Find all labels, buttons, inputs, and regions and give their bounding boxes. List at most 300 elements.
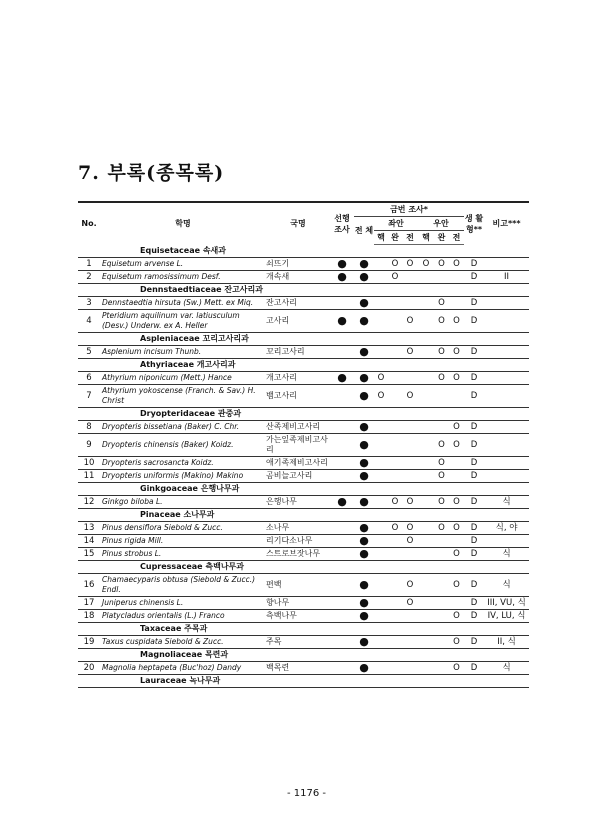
survey-mark: O	[402, 345, 418, 358]
survey-mark	[418, 371, 434, 384]
korean-name: 가는잎족제비고사리	[266, 433, 330, 456]
life-form: D	[464, 257, 484, 270]
survey-mark	[374, 495, 388, 508]
scientific-name: Pinus rigida Mill.	[100, 534, 266, 547]
life-form: D	[464, 521, 484, 534]
survey-mark	[388, 309, 402, 332]
table-row	[78, 433, 529, 456]
scientific-name: Equisetum arvense L.	[100, 257, 266, 270]
survey-mark	[374, 547, 388, 560]
life-form: D	[464, 573, 484, 596]
survey-mark	[434, 534, 449, 547]
note	[484, 296, 529, 309]
scientific-name: Athyrium yokoscense (Franch. & Sav.) H. Christ	[100, 384, 266, 407]
life-form: D	[464, 547, 484, 560]
survey-mark: O	[449, 345, 464, 358]
korean-name: 쇠뜨기	[266, 257, 330, 270]
note: 식	[484, 547, 529, 560]
survey-mark	[330, 573, 354, 596]
survey-mark	[374, 534, 388, 547]
survey-mark	[449, 456, 464, 469]
korean-name: 잔고사리	[266, 296, 330, 309]
survey-mark	[330, 596, 354, 609]
life-form: D	[464, 661, 484, 674]
row-number: 10	[78, 456, 100, 469]
row-number: 6	[78, 371, 100, 384]
scientific-name: Pinus strobus L.	[100, 547, 266, 560]
survey-mark	[374, 609, 388, 622]
survey-mark: ●	[330, 257, 354, 270]
survey-mark: O	[388, 495, 402, 508]
header-note: 비고***	[484, 202, 529, 245]
header-prior-survey: 선행 조사	[330, 202, 354, 245]
survey-mark: O	[449, 371, 464, 384]
survey-mark: O	[434, 456, 449, 469]
survey-mark: O	[434, 433, 449, 456]
survey-mark: ●	[354, 635, 374, 648]
family-name: Lauraceae 녹나무과	[100, 674, 266, 687]
korean-name: 곰비늘고사리	[266, 469, 330, 482]
table-row	[78, 521, 529, 534]
korean-name: 개고사리	[266, 371, 330, 384]
survey-mark	[418, 296, 434, 309]
survey-mark	[418, 521, 434, 534]
family-name: Pinaceae 소나무과	[100, 508, 266, 521]
header-right-bank: 우안	[418, 217, 464, 231]
survey-mark	[418, 456, 434, 469]
survey-mark	[388, 609, 402, 622]
survey-mark	[434, 384, 449, 407]
row-number: 9	[78, 433, 100, 456]
section-title: 7. 부록(종목록)	[78, 162, 225, 184]
survey-mark	[374, 635, 388, 648]
survey-mark	[418, 420, 434, 433]
row-number: 7	[78, 384, 100, 407]
survey-mark	[374, 296, 388, 309]
survey-mark: O	[434, 469, 449, 482]
survey-mark	[330, 384, 354, 407]
survey-mark	[388, 384, 402, 407]
family-name: Cupressaceae 측백나무과	[100, 560, 266, 573]
survey-mark	[449, 596, 464, 609]
row-number: 14	[78, 534, 100, 547]
scientific-name: Platycladus orientalis (L.) Franco	[100, 609, 266, 622]
korean-name: 뱀고사리	[266, 384, 330, 407]
family-name: Athyriaceae 개고사리과	[100, 358, 266, 371]
survey-mark	[449, 270, 464, 283]
scientific-name: Dryopteris uniformis (Makino) Makino	[100, 469, 266, 482]
survey-mark: ●	[354, 309, 374, 332]
note	[484, 257, 529, 270]
scientific-name: Dennstaedtia hirsuta (Sw.) Mett. ex Miq.	[100, 296, 266, 309]
family-row	[78, 245, 529, 258]
table-row	[78, 534, 529, 547]
note	[484, 384, 529, 407]
survey-mark: O	[449, 420, 464, 433]
korean-name: 은행나무	[266, 495, 330, 508]
survey-mark	[374, 270, 388, 283]
survey-mark: O	[402, 495, 418, 508]
korean-name: 향나무	[266, 596, 330, 609]
korean-name: 주목	[266, 635, 330, 648]
survey-mark: ●	[354, 384, 374, 407]
header-no: No.	[78, 202, 100, 245]
life-form: D	[464, 635, 484, 648]
family-row	[78, 407, 529, 420]
header-left-core: 핵	[374, 231, 388, 245]
survey-mark: O	[388, 270, 402, 283]
family-name: Ginkgoaceae 은행나무과	[100, 482, 266, 495]
survey-mark: O	[449, 309, 464, 332]
scientific-name: Equisetum ramosissimum Desf.	[100, 270, 266, 283]
survey-mark	[449, 534, 464, 547]
survey-mark: O	[449, 521, 464, 534]
survey-mark	[418, 345, 434, 358]
survey-mark: O	[434, 521, 449, 534]
header-left-bank: 좌안	[374, 217, 418, 231]
family-row	[78, 622, 529, 635]
survey-mark	[374, 661, 388, 674]
row-number: 3	[78, 296, 100, 309]
header-right-transition: 전	[449, 231, 464, 245]
survey-mark	[449, 469, 464, 482]
survey-mark	[402, 469, 418, 482]
survey-mark	[449, 296, 464, 309]
survey-mark: O	[388, 521, 402, 534]
survey-mark	[434, 547, 449, 560]
note: IV, LU, 식	[484, 609, 529, 622]
survey-mark: O	[374, 384, 388, 407]
scientific-name: Chamaecyparis obtusa (Siebold & Zucc.) Endl.	[100, 573, 266, 596]
survey-mark	[330, 296, 354, 309]
survey-mark	[418, 469, 434, 482]
note	[484, 469, 529, 482]
korean-name: 산족제비고사리	[266, 420, 330, 433]
survey-mark	[374, 257, 388, 270]
survey-mark	[402, 609, 418, 622]
table-row	[78, 573, 529, 596]
survey-mark: ●	[354, 456, 374, 469]
row-number: 11	[78, 469, 100, 482]
survey-mark	[388, 456, 402, 469]
survey-mark	[388, 433, 402, 456]
row-number: 1	[78, 257, 100, 270]
family-row	[78, 332, 529, 345]
survey-mark: ●	[354, 296, 374, 309]
survey-mark	[374, 309, 388, 332]
korean-name: 편백	[266, 573, 330, 596]
survey-mark	[434, 661, 449, 674]
survey-mark	[388, 661, 402, 674]
table-row	[78, 547, 529, 560]
survey-mark: ●	[354, 573, 374, 596]
note: II	[484, 270, 529, 283]
korean-name: 고사리	[266, 309, 330, 332]
survey-mark: O	[402, 573, 418, 596]
survey-mark: O	[434, 296, 449, 309]
header-left-buffer: 완	[388, 231, 402, 245]
survey-mark: O	[402, 521, 418, 534]
scientific-name: Pteridium aquilinum var. latiusculum (Desv.) Underw. ex A. Heller	[100, 309, 266, 332]
note: 식, 야	[484, 521, 529, 534]
survey-mark: ●	[354, 609, 374, 622]
survey-mark	[418, 609, 434, 622]
korean-name: 스트로브잣나무	[266, 547, 330, 560]
family-name: Taxaceae 주목과	[100, 622, 266, 635]
survey-mark	[402, 371, 418, 384]
header-life-form: 생 활 형**	[464, 202, 484, 245]
survey-mark	[330, 635, 354, 648]
survey-mark	[418, 596, 434, 609]
survey-mark: O	[449, 257, 464, 270]
family-row	[78, 283, 529, 296]
survey-mark	[330, 521, 354, 534]
life-form: D	[464, 495, 484, 508]
life-form: D	[464, 345, 484, 358]
survey-mark	[330, 420, 354, 433]
survey-mark	[434, 635, 449, 648]
family-name: Aspleniaceae 꼬리고사리과	[100, 332, 266, 345]
survey-mark: ●	[354, 469, 374, 482]
survey-mark: O	[449, 573, 464, 596]
survey-mark	[374, 521, 388, 534]
row-number: 2	[78, 270, 100, 283]
table-row	[78, 296, 529, 309]
survey-mark: O	[402, 384, 418, 407]
scientific-name: Magnolia heptapeta (Buc'hoz) Dandy	[100, 661, 266, 674]
survey-mark	[388, 534, 402, 547]
header-current-survey: 금번 조사*	[354, 202, 464, 217]
life-form: D	[464, 456, 484, 469]
survey-mark	[402, 456, 418, 469]
survey-mark: O	[449, 635, 464, 648]
survey-mark: ●	[330, 495, 354, 508]
survey-mark	[402, 420, 418, 433]
family-row	[78, 648, 529, 661]
survey-mark	[374, 596, 388, 609]
survey-mark	[434, 596, 449, 609]
survey-mark: ●	[354, 270, 374, 283]
survey-mark: ●	[354, 345, 374, 358]
survey-mark	[388, 573, 402, 596]
survey-mark: ●	[330, 270, 354, 283]
survey-mark: O	[374, 371, 388, 384]
korean-name: 백목련	[266, 661, 330, 674]
survey-mark	[330, 345, 354, 358]
note	[484, 534, 529, 547]
survey-mark: O	[434, 345, 449, 358]
survey-mark: ●	[354, 420, 374, 433]
survey-mark	[388, 635, 402, 648]
survey-mark	[330, 469, 354, 482]
survey-mark	[374, 456, 388, 469]
survey-mark	[402, 433, 418, 456]
row-number: 15	[78, 547, 100, 560]
row-number: 17	[78, 596, 100, 609]
life-form: D	[464, 371, 484, 384]
survey-mark	[434, 270, 449, 283]
row-number: 18	[78, 609, 100, 622]
survey-mark: O	[388, 257, 402, 270]
table-row	[78, 384, 529, 407]
family-name: Dennstaedtiaceae 잔고사리과	[100, 283, 266, 296]
scientific-name: Juniperus chinensis L.	[100, 596, 266, 609]
row-number: 19	[78, 635, 100, 648]
life-form: D	[464, 433, 484, 456]
survey-mark	[374, 345, 388, 358]
survey-mark	[402, 296, 418, 309]
survey-mark: ●	[354, 257, 374, 270]
survey-mark	[418, 534, 434, 547]
survey-mark	[388, 345, 402, 358]
survey-mark: O	[449, 433, 464, 456]
survey-mark	[449, 384, 464, 407]
survey-mark: O	[402, 257, 418, 270]
table-row	[78, 469, 529, 482]
page-number: - 1176 -	[286, 788, 327, 799]
survey-mark	[330, 609, 354, 622]
survey-mark: O	[449, 495, 464, 508]
survey-mark	[388, 596, 402, 609]
survey-mark	[374, 469, 388, 482]
survey-mark: O	[418, 257, 434, 270]
note: III, VU, 식	[484, 596, 529, 609]
survey-mark	[418, 661, 434, 674]
row-number: 16	[78, 573, 100, 596]
life-form: D	[464, 420, 484, 433]
note	[484, 309, 529, 332]
table-row	[78, 609, 529, 622]
table-row	[78, 635, 529, 648]
life-form: D	[464, 596, 484, 609]
survey-mark	[418, 309, 434, 332]
survey-mark	[388, 420, 402, 433]
note	[484, 345, 529, 358]
row-number: 20	[78, 661, 100, 674]
survey-mark	[418, 433, 434, 456]
header-korean-name: 국명	[266, 202, 330, 245]
survey-mark: ●	[330, 371, 354, 384]
note	[484, 433, 529, 456]
table-row	[78, 270, 529, 283]
korean-name: 리기다소나무	[266, 534, 330, 547]
survey-mark: ●	[354, 534, 374, 547]
survey-mark: ●	[354, 495, 374, 508]
header-total: 전 체	[354, 226, 374, 236]
note: 식	[484, 573, 529, 596]
life-form: D	[464, 309, 484, 332]
survey-mark: ●	[354, 596, 374, 609]
survey-mark	[418, 270, 434, 283]
life-form: D	[464, 296, 484, 309]
survey-mark	[388, 296, 402, 309]
scientific-name: Dryopteris chinensis (Baker) Koidz.	[100, 433, 266, 456]
table-row	[78, 596, 529, 609]
family-name: Dryopteridaceae 관중과	[100, 407, 266, 420]
survey-mark: ●	[354, 521, 374, 534]
survey-mark	[374, 573, 388, 596]
survey-mark	[374, 433, 388, 456]
note	[484, 420, 529, 433]
survey-mark	[388, 547, 402, 560]
table-row	[78, 456, 529, 469]
survey-mark: O	[434, 309, 449, 332]
scientific-name: Dryopteris bissetiana (Baker) C. Chr.	[100, 420, 266, 433]
survey-mark: O	[402, 309, 418, 332]
survey-mark	[418, 495, 434, 508]
scientific-name: Athyrium niponicum (Mett.) Hance	[100, 371, 266, 384]
survey-mark	[388, 371, 402, 384]
survey-mark: O	[434, 495, 449, 508]
survey-mark	[330, 661, 354, 674]
note	[484, 371, 529, 384]
survey-mark: O	[449, 547, 464, 560]
survey-mark: O	[402, 596, 418, 609]
scientific-name: Dryopteris sacrosancta Koidz.	[100, 456, 266, 469]
survey-mark	[418, 384, 434, 407]
survey-mark: ●	[354, 547, 374, 560]
scientific-name: Pinus densiflora Siebold & Zucc.	[100, 521, 266, 534]
survey-mark: O	[434, 257, 449, 270]
note: 식	[484, 495, 529, 508]
survey-mark	[330, 534, 354, 547]
survey-mark	[374, 420, 388, 433]
life-form: D	[464, 469, 484, 482]
scientific-name: Taxus cuspidata Siebold & Zucc.	[100, 635, 266, 648]
life-form: D	[464, 270, 484, 283]
survey-mark	[402, 270, 418, 283]
header-right-core: 핵	[418, 231, 434, 245]
row-number: 4	[78, 309, 100, 332]
survey-mark: ●	[354, 433, 374, 456]
survey-mark	[418, 635, 434, 648]
note: 식	[484, 661, 529, 674]
family-row	[78, 482, 529, 495]
row-number: 5	[78, 345, 100, 358]
survey-mark: O	[434, 371, 449, 384]
family-row	[78, 560, 529, 573]
survey-mark	[330, 547, 354, 560]
survey-mark	[402, 547, 418, 560]
family-name: Magnoliaceae 목련과	[100, 648, 266, 661]
note: II, 식	[484, 635, 529, 648]
korean-name: 꼬리고사리	[266, 345, 330, 358]
korean-name: 개속새	[266, 270, 330, 283]
header-scientific-name: 학명	[100, 202, 266, 245]
family-row	[78, 358, 529, 371]
family-row	[78, 674, 529, 687]
korean-name: 측백나무	[266, 609, 330, 622]
survey-mark	[434, 609, 449, 622]
korean-name: 애기족제비고사리	[266, 456, 330, 469]
header-left-transition: 전	[402, 231, 418, 245]
life-form: D	[464, 384, 484, 407]
row-number: 8	[78, 420, 100, 433]
row-number: 13	[78, 521, 100, 534]
table-row	[78, 661, 529, 674]
table-row	[78, 495, 529, 508]
survey-mark: ●	[330, 309, 354, 332]
survey-mark	[330, 456, 354, 469]
table-row	[78, 257, 529, 270]
survey-mark	[402, 635, 418, 648]
survey-mark	[402, 661, 418, 674]
survey-mark: O	[402, 534, 418, 547]
row-number: 12	[78, 495, 100, 508]
table-row	[78, 371, 529, 384]
life-form: D	[464, 609, 484, 622]
survey-mark: O	[449, 661, 464, 674]
